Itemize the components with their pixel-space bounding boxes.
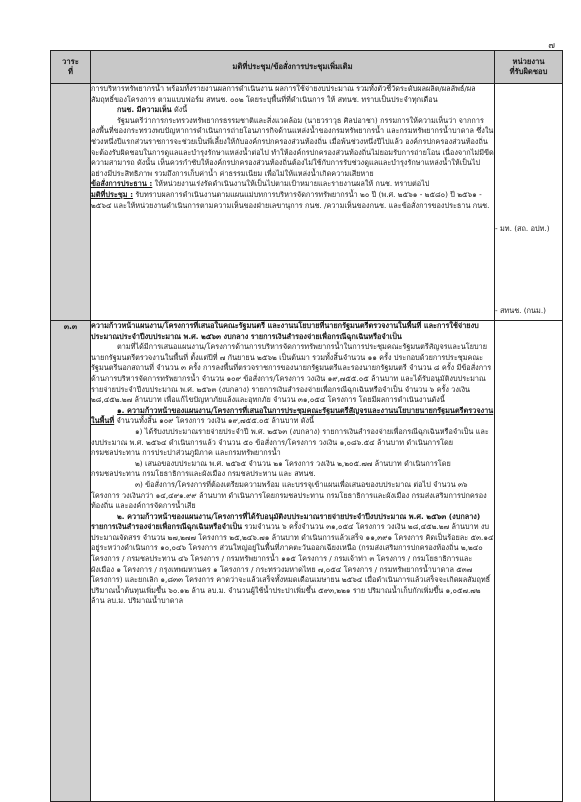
header-agenda: [51, 51, 91, 84]
table-row: [51, 321, 563, 802]
table-row: [51, 84, 563, 321]
paragraph: รัฐมนตรีว่าการกระทรวงทรัพยากรธรรมชาติและสิ่งแวดล้อม (นายวราวุธ ศิลปอาชา) กรรมการให้ความเห็นว่า จากการลงพื้นที่ของกระทรวงพบปัญหาการดำเนินการถ่ายโอนภารกิจด้านแหล่งน้ำของกรมทรัพยากรน้ำ และกรมทรัพยากรน้ำบาดาล ซึ่งในช่วงหนึ่งปีแรกส่วนราชการจะช่วยเป็นพี่เลี้ยงให้กับองค์กรปกครองส่วนท้องถิ่น เมื่อพ้นช่วงหนึ่งปีไปแล้ว องค์กรปกครองส่วนท้องถิ่นจะต้องรับผิดชอบในการดูแลและบำรุงรักษาแหล่งน้ำต่อไป ทำให้องค์กรปกครองส่วนท้องถิ่นไม่ยอมรับการถ่ายโอน เนื่องจากไม่มีขีดความสามารถ ดังนั้น เห็นควรกำชับให้องค์กรปกครองส่วนท้องถิ่นต้องไม่ใช้กับการรับช่วงดูแลและบำรุงรักษาแหล่งน้ำให้เป็นไปอย่างมีประสิทธิภาพ รวมถึงการเก็บค่าน้ำ ค่าธรรมเนียม เพื่อไม่ให้แหล่งน้ำเกิดความเสียหาย: [91, 115, 494, 178]
content-cell: [91, 84, 495, 321]
section-2-title: ๒. ความก้าวหน้าของแผนงาน/โครงการที่ได้รับอนุมัติงบประมาณรายจ่ายประจำปีงบประมาณ พ.ศ. ๒๕๖๓ (งบกลาง) รายการเงินสำรองจ่ายเพื่อกรณีฉุกเฉินหรือจำเป็น: [91, 511, 481, 532]
section-1-tail: จำนวนทั้งสิ้น ๑๐๙ โครงการ วงเงิน ๑๙,๗๕๕.๐๕ ล้านบาท ดังนี้: [114, 416, 315, 426]
comment-label: กนช. มีความเห็น: [117, 105, 172, 115]
content-cell: [91, 321, 495, 802]
list-item: ๑) ได้รับงบประมาณรายจ่ายประจำปี พ.ศ. ๒๕๖๓ (งบกลาง) รายการเงินสำรองจ่ายเพื่อกรณีฉุกเฉินหรือจำเป็น และงบประมาณ พ.ศ. ๒๕๖๔ ดำเนินการแล้ว จำนวน ๕๐ ข้อสั่งการ/โครงการ วงเงิน ๑,๐๘๖.๕๔ ล้านบาท ดำเนินการโดย กรมชลประทาน การประปาส่วนภูมิภาค และกรมทรัพยากรน้ำ: [91, 426, 489, 458]
owner-cell: [495, 84, 563, 321]
header-agenda-label: วาระ ที่: [62, 57, 79, 76]
owner-cell: [495, 321, 563, 802]
section-1-title: ๑. ความก้าวหน้าของแผนงาน/โครงการที่เสนอในการประชุมคณะรัฐมนตรีสัญจรและงานนโยบายนายกรัฐมนตรีตรวจงานในพื้นที่: [91, 405, 494, 426]
header-owner-label: หน่วยงาน ที่รับผิดชอบ: [509, 57, 548, 76]
paragraph: การบริหารทรัพยากรน้ำ พร้อมทั้งรายงานผลการดำเนินงาน ผลการใช้จ่ายงบประมาณ รวมทั้งตัวชี้วัดระดับผลผลิต/ผลลัพธ์/ผลสัมฤทธิ์ของโครงการ ตามแบบฟอร์ม สทนช. ๐๐๒ โดยระบุพื้นที่ที่ดำเนินการ ให้ สทนช. ทราบเป็นประจำทุกเดือน: [91, 84, 476, 104]
order-text: ให้หน่วยงานเร่งรัดดำเนินงานให้เป็นไปตามเป้าหมายและรายงานผลให้ กนช. ทราบต่อไป: [152, 179, 430, 189]
agenda-title: ความก้าวหน้าแผนงาน/โครงการที่เสนอในคณะรัฐมนตรี และงานนโยบายที่นายกรัฐมนตรีตรวจงานในพื้นที่ และการใช้จ่ายงบประมาณประจำปีงบประมาณ พ.ศ. ๒๕๖๓ งบกลาง รายการเงินสำรองจ่ายเพื่อกรณีฉุกเฉินหรือจำเป็น: [91, 321, 479, 341]
comment-suffix: ดังนี้: [171, 105, 188, 115]
section-2: [91, 512, 494, 607]
owner-entry: - มท. (สถ. อปท.): [495, 224, 550, 233]
list-item: ๒) เสนอของบประมาณ พ.ศ. ๒๕๖๕ จำนวน ๒๑ โครงการ วงเงิน ๒,๒๐๕.๗๗ ล้านบาท ดำเนินการโดยกรมชลประทาน กรมโยธาธิการและผังเมือง กรมชลประทาน และ สทนช.: [91, 458, 451, 479]
resolution-text: รับทราบผลการดำเนินงานตามแผนแม่บทการบริหารจัดการทรัพยากรน้ำ ๒๐ ปี (พ.ศ. ๒๕๖๑ - ๒๕๘๐) ปี ๒๕๖๑ - ๒๕๖๔ และให้หน่วยงานดำเนินการตามความเห็นของฝ่ายเลขานุการ กนช. /ความเห็นของกนช. และข้อสั่งการของประธาน กนช.: [91, 189, 490, 210]
header-owner: [495, 51, 563, 84]
agenda-number: ๓.๓: [51, 321, 91, 802]
header-content-label: มติที่ประชุม/ข้อสั่งการประชุมเพิ่มเติม: [232, 62, 353, 71]
resolution-paragraph: [91, 190, 494, 211]
agenda-cell: [51, 84, 91, 321]
owner-entry: - สทนช. (กนม.): [495, 305, 547, 315]
table-header: [51, 51, 563, 84]
section-1: [91, 406, 494, 427]
resolution-label: มติที่ประชุม :: [91, 189, 134, 199]
paragraph: ตามที่ได้มีการเสนอแผนงาน/โครงการด้านการบริหารจัดการทรัพยากรน้ำในการประชุมคณะรัฐมนตรีสัญจรและนโยบายนายกรัฐมนตรีตรวจงานในพื้นที่ ตั้งแต่ปีที่ ๗ กันยายน ๒๕๖๒ เป็นต้นมา รวมทั้งสิ้นจำนวน ๑๑ ครั้ง ประกอบด้วยการประชุมคณะรัฐมนตรีนอกสถานที่ จำนวน ๓ ครั้ง การลงพื้นที่ตรวจราชการของนายกรัฐมนตรีและรองนายกรัฐมนตรี จำนวน ๘ ครั้ง มีข้อสั่งการด้านการบริหารจัดการทรัพยากรน้ำ จำนวน ๑๐๙ ข้อสั่งการ/โครงการ วงเงิน ๑๙,๗๕๕.๐๕ ล้านบาท และได้รับอนุมัติงบประมาณรายจ่ายประจำปีงบประมาณ พ.ศ. ๒๕๖๓ (งบกลาง) รายการเงินสำรองจ่ายเพื่อกรณีฉุกเฉินหรือจำเป็น จำนวน ๖ ครั้ง วงเงิน ๒๘,๔๕๒.๒๗ ล้านบาท เพื่อแก้ไขปัญหาภัยแล้งและอุทกภัย จำนวน ๓๑,๐๕๔ โครงการ โดยมีผลการดำเนินงานดังนี้: [91, 342, 492, 405]
comment-heading: [91, 105, 494, 116]
list-item: ๓) ข้อสั่งการ/โครงการที่ต้องเตรียมความพร้อม และบรรจุเข้าแผนเพื่อเสนอของบประมาณ ต่อไป จำนวน ๓๖ โครงการ วงเงินกว่า ๑๔,๔๙๑.๙๙ ล้านบาท ดำเนินการโดยกรมชลประทาน กรมโยธาธิการและผังเมือง กรมส่งเสริมการปกครองท้องถิ่น และองค์การจัดการน้ำเสีย: [91, 479, 487, 511]
header-content: [91, 51, 495, 84]
page-number: ๗: [548, 41, 555, 51]
section-2-text: รวมจำนวน ๖ ครั้งจำนวน ๓๑,๐๕๔ โครงการ วงเงิน ๒๘,๔๕๒.๒๗ ล้านบาท งบประมาณจัดสรร จำนวน ๒๗,๒๗๗ โครงการ ๒๕,๒๔๖.๗๑ ล้านบาท ดำเนินการแล้วเสร็จ ๑๑,๓๙๑ โครงการ คิดเป็นร้อยละ ๕๓.๑๔ อยู่ระหว่างดำเนินการ ๑๐,๐๔๖ โครงการ ส่วนใหญ่อยู่ในพื้นที่ภาคตะวันออกเฉียงเหนือ (กรมส่งเสริมการปกครองท้องถิ่น ๒,๒๔๐ โครงการ / กรมชลประทาน ๔๖ โครงการ / กรมทรัพยากรน้ำ ๑๑๕ โครงการ / กรมเจ้าท่า ๓ โครงการ / กรมโยธาธิการและผังเมือง ๑ โครงการ / กรุงเทพมหานคร ๑ โครงการ / กระทรวงมหาดไทย ๗,๐๕๔ โครงการ / กรมทรัพยากรน้ำบาดาล ๕๓๗ โครงการ) และยกเลิก ๑,๘๓๓ โครงการ คาดว่าจะแล้วเสร็จทั้งหมดเดือนเมษายน ๒๕๖๔ เมื่อดำเนินการแล้วเสร็จจะเกิดผลสัมฤทธิ์ ปริมาณน้ำต้นทุนเพิ่มขึ้น ๖๐.๑๒ ล้าน ลบ.ม. จำนวนผู้ใช้น้ำประปาเพิ่มขึ้น ๕๙๓,๒๒๑ ราย ปริมาณน้ำเก็บกักเพิ่มขึ้น ๑,๐๕๗.๗๒ ล้าน ลบ.ม. ปริมาณน้ำบาดาล: [91, 522, 494, 606]
order-paragraph: [91, 179, 494, 190]
order-label: ข้อสั่งการประธาน :: [91, 179, 153, 189]
resolutions-table: [50, 50, 563, 802]
